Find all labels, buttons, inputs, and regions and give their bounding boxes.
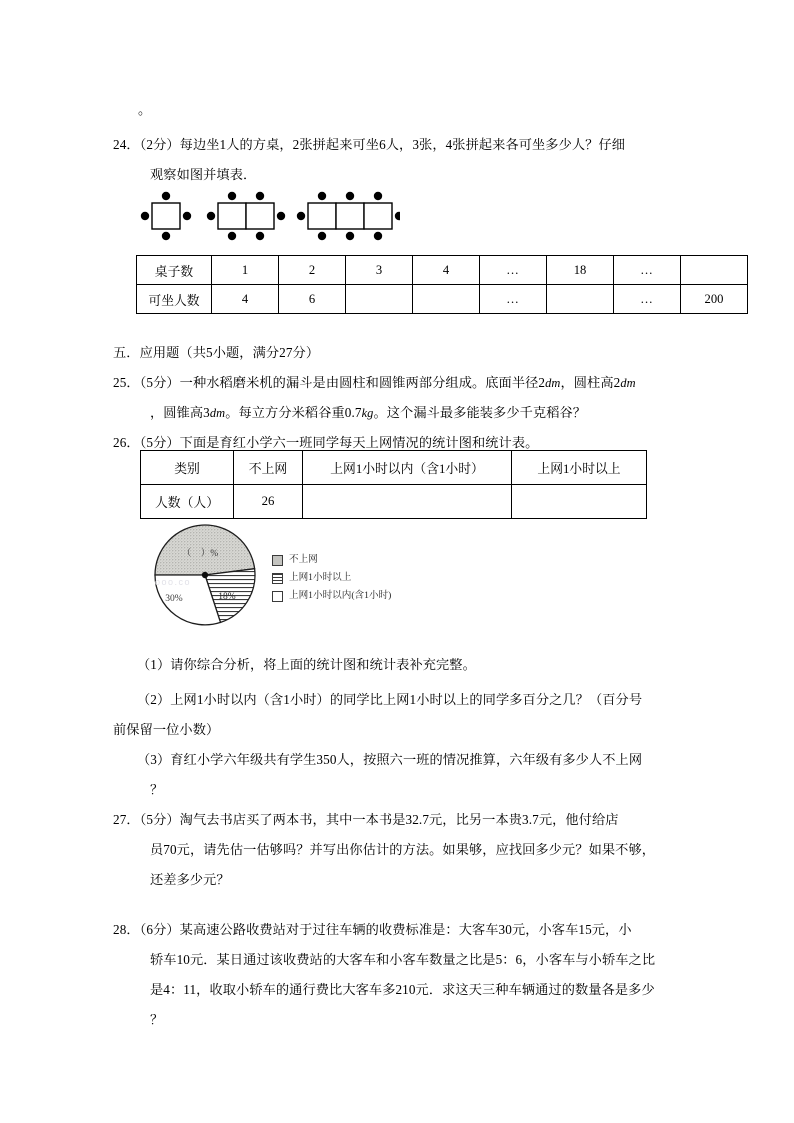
q27-line1: [113, 805, 619, 835]
q27-text-line2: 员70元，请先估一估够吗？并写出你估计的方法。如果够，应找回多少元？如果不够，: [150, 842, 656, 857]
q24-number: 24．: [113, 137, 140, 152]
column-header: 上网1小时以上: [512, 451, 647, 485]
q25-line2: [150, 398, 586, 428]
scan-watermark: ooo.co: [155, 577, 192, 587]
legend-item: [272, 588, 391, 604]
table-cell: 200: [681, 285, 748, 314]
section-5-heading: 五．应用题（共5小题，满分27分）: [113, 345, 320, 360]
legend-swatch-stipple-icon: [272, 555, 283, 566]
q26-number: 26．: [113, 435, 140, 450]
legend-label: 不上网: [289, 554, 318, 565]
table-cell: [512, 485, 647, 519]
unit-dm: dm: [209, 406, 226, 420]
table-cell: [681, 256, 748, 285]
table-cell: …: [614, 256, 681, 285]
table-cell: 2: [279, 256, 346, 285]
q27-score: （5分）: [139, 812, 180, 827]
q24-desk-figure: [140, 185, 400, 252]
table-cell: 26: [234, 485, 303, 519]
table-cell: 4: [212, 285, 279, 314]
q25-text-e: 。这个漏斗最多能装多少千克稻谷？: [373, 405, 587, 420]
table-cell: [303, 485, 512, 519]
column-header: 类别: [141, 451, 234, 485]
table-row: [137, 256, 748, 285]
q24-text-line2: 观察如图并填表．: [150, 167, 257, 182]
table-cell: 3: [346, 256, 413, 285]
q28-text-line2: 轿车10元．某日通过该收费站的大客车和小客车数量之比是5：6，小客车与小轿车之比: [150, 952, 656, 967]
table-header-row: [141, 451, 647, 485]
pie-chart-legend: [272, 552, 391, 606]
q25-text-b: ，圆柱高2: [560, 375, 621, 390]
q26-text-line1: 下面是育红小学六一班同学每天上网情况的统计图和统计表。: [179, 435, 539, 450]
unit-kg: kg: [361, 406, 374, 420]
q26-sub1: （1）请你综合分析，将上面的统计图和统计表补充完整。: [137, 657, 476, 672]
q28-text-line1: 某高速公路收费站对于过往车辆的收费标准是：大客车30元，小客车15元，小: [179, 922, 632, 937]
row-label: 可坐人数: [137, 285, 212, 314]
table-cell: 4: [413, 256, 480, 285]
q28-score: （6分）: [139, 922, 180, 937]
pie-center-dot: [202, 572, 208, 578]
q27-text-line1: 淘气去书店买了两本书，其中一本书是32.7元，比另一本贵3.7元，他付给店: [179, 812, 619, 827]
column-header: 上网1小时以内（含1小时）: [303, 451, 512, 485]
q28-line1: [113, 915, 632, 945]
legend-item: [272, 570, 391, 586]
table-cell: 1: [212, 256, 279, 285]
legend-label: 上网1小时以上: [289, 572, 352, 583]
table-row: [141, 485, 647, 519]
row-label: 桌子数: [137, 256, 212, 285]
table-cell: …: [614, 285, 681, 314]
unit-dm: dm: [620, 376, 636, 390]
q28-number: 28．: [113, 922, 140, 937]
table-cell: …: [480, 256, 547, 285]
q24-data-table: [136, 255, 748, 314]
q27-number: 27．: [113, 812, 140, 827]
q26-sub2-line1: （2）上网1小时以内（含1小时）的同学比上网1小时以上的同学多百分之几？（百分号: [137, 692, 643, 707]
q25-score: （5分）: [139, 375, 180, 390]
q25-text-d: 。每立方分米稻谷重0.7: [225, 405, 362, 420]
table-cell: [547, 285, 614, 314]
table-cell: …: [480, 285, 547, 314]
q26-sub3-line1: （3）育红小学六年级共有学生350人，按照六一班的情况推算，六年级有多少人不上网: [137, 752, 643, 767]
q27-text-line3: 还差多少元？: [150, 872, 230, 887]
q24-line1: [113, 130, 625, 160]
stray-period: 。: [138, 102, 152, 117]
desk-diagram-svg: [140, 185, 400, 247]
legend-swatch-hatch-icon: [272, 573, 283, 584]
table-cell: 18: [547, 256, 614, 285]
column-header: 不上网: [234, 451, 303, 485]
table-row: [137, 285, 748, 314]
q25-text-c: ，圆锥高3: [150, 405, 210, 420]
q25-number: 25．: [113, 375, 140, 390]
q28-text-line3: 是4：11，收取小轿车的通行费比大客车多210元．求这天三种车辆通过的数量各是多少: [150, 982, 655, 997]
q24-text-line1: 每边坐1人的方桌，2张拼起来可坐6人，3张，4张拼起来各可坐多少人？仔细: [179, 137, 626, 152]
q25-text-a: 一种水稻磨米机的漏斗是由圆柱和圆锥两部分组成。底面半径2: [179, 375, 546, 390]
legend-item: [272, 552, 391, 568]
legend-label: 上网1小时以内(含1小时): [289, 590, 392, 601]
legend-swatch-white-icon: [272, 591, 283, 602]
pie-label-no-internet: （ ）%: [181, 549, 219, 559]
row-label: 人数（人）: [141, 485, 234, 519]
table-cell: [346, 285, 413, 314]
q26-sub2-line2: 前保留一位小数）: [113, 722, 220, 737]
table-cell: 6: [279, 285, 346, 314]
q26-score: （5分）: [139, 435, 180, 450]
pie-label-within-1-hour: 30%: [165, 594, 183, 604]
table-cell: [413, 285, 480, 314]
q25-line1: [113, 368, 636, 398]
q26-statistics-table: [140, 450, 647, 519]
q24-score: （2分）: [139, 137, 180, 152]
pie-label-over-1-hour: 18%: [218, 592, 236, 602]
unit-dm: dm: [545, 376, 561, 390]
q28-text-line4: ？: [150, 1012, 164, 1027]
q26-sub3-line2: ？: [150, 782, 164, 797]
